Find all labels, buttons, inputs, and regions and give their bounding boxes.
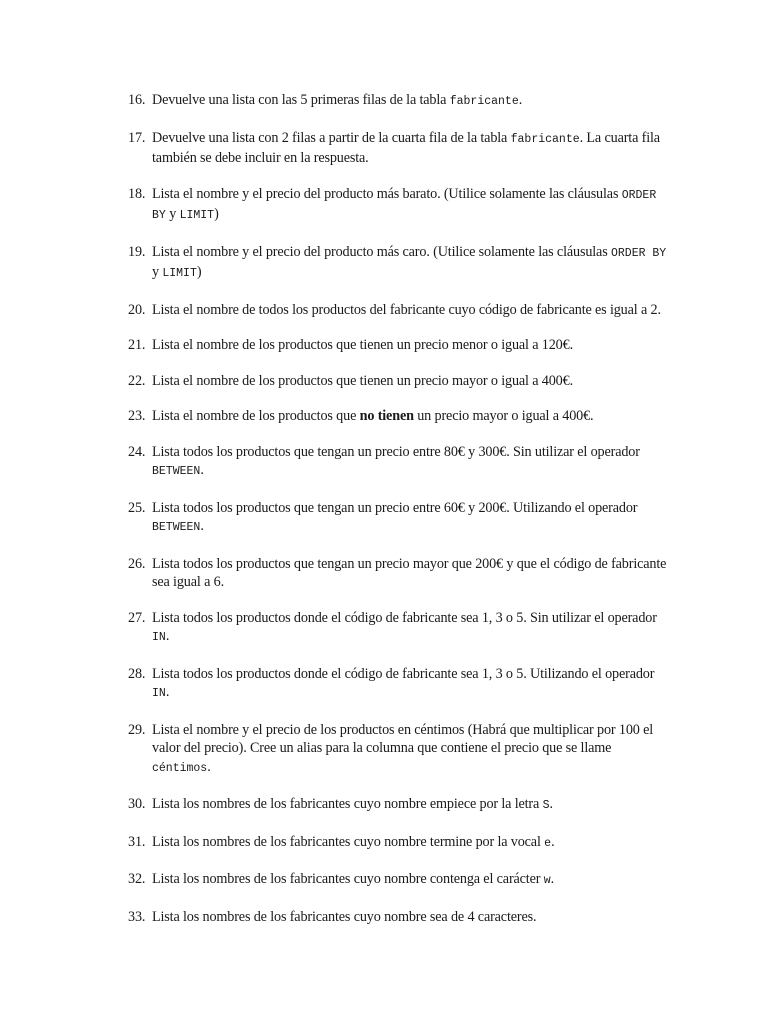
exercise-text xyxy=(152,871,554,887)
text-segment: Lista el nombre y el precio del producto más caro. (Utilice solamente las cláusulas xyxy=(152,243,611,260)
exercise-text xyxy=(152,244,666,281)
exercise-number: 28. xyxy=(128,665,146,682)
text-segment: Lista todos los productos donde el código de fabricante sea 1, 3 o 5. Sin utilizar el operador xyxy=(152,609,657,626)
code-term: w xyxy=(543,874,551,887)
text-segment: Lista el nombre de los productos que tienen un precio mayor o igual a 400€. xyxy=(152,372,573,389)
text-segment: Devuelve una lista con 2 filas a partir de la cuarta fila de la tabla xyxy=(152,129,511,146)
exercise-item xyxy=(128,91,668,112)
code-term: BETWEEN xyxy=(152,465,201,478)
exercise-number: 19. xyxy=(128,243,146,260)
exercise-number: 21. xyxy=(128,337,146,353)
exercise-item xyxy=(128,336,668,355)
exercise-text xyxy=(152,556,666,591)
text-segment: . xyxy=(200,518,204,534)
exercise-item xyxy=(128,609,668,648)
exercise-text xyxy=(152,610,657,645)
code-term: fabricante xyxy=(510,132,580,146)
text-segment: . xyxy=(550,871,555,887)
exercise-text xyxy=(152,834,554,850)
exercise-number: 33. xyxy=(128,908,146,925)
exercise-item xyxy=(128,301,668,320)
code-term: BETWEEN xyxy=(152,521,201,534)
exercise-number: 24. xyxy=(128,443,146,460)
exercise-item xyxy=(128,443,668,482)
exercise-text xyxy=(152,909,536,925)
exercise-number: 31. xyxy=(128,833,146,850)
code-term: ORDER BY xyxy=(610,246,667,260)
text-segment: Devuelve una lista con las 5 primeras filas de la tabla xyxy=(152,92,450,108)
text-segment: . xyxy=(518,92,523,108)
exercise-item xyxy=(128,555,668,592)
exercise-item xyxy=(128,243,668,284)
code-term: céntimos xyxy=(152,761,208,775)
text-segment: ) xyxy=(196,264,202,280)
exercise-item xyxy=(128,499,668,538)
code-term: IN xyxy=(152,687,166,700)
exercise-item xyxy=(128,721,668,779)
text-segment: Lista los nombres de los fabricantes cuyo nombre sea de 4 caracteres. xyxy=(152,908,537,925)
exercise-number: 16. xyxy=(128,92,146,108)
text-segment: . xyxy=(200,462,204,478)
text-segment: . xyxy=(549,796,553,812)
exercise-number: 27. xyxy=(128,609,146,626)
exercise-number: 25. xyxy=(128,499,146,516)
exercise-number: 18. xyxy=(128,185,146,202)
exercise-item xyxy=(128,833,668,854)
exercise-number: 20. xyxy=(128,301,146,318)
text-segment: . xyxy=(165,684,170,700)
code-term: S xyxy=(542,799,550,812)
code-term: e xyxy=(544,836,552,850)
text-segment: Lista todos los productos que tengan un precio mayor que 200€ y que el código de fabricante sea igual a 6. xyxy=(152,555,667,590)
text-segment: . xyxy=(551,833,555,850)
text-segment: y xyxy=(152,264,163,280)
text-segment: Lista los nombres de los fabricantes cuyo nombre empiece por la letra xyxy=(152,796,543,812)
exercise-text xyxy=(152,408,593,424)
exercise-item xyxy=(128,372,668,391)
exercise-text xyxy=(152,722,653,775)
text-segment: Lista el nombre y el precio del producto más barato. (Utilice solamente las cláusulas xyxy=(152,185,622,202)
exercise-text xyxy=(152,337,573,353)
text-segment: Lista todos los productos que tengan un precio entre 80€ y 300€. Sin utilizar el operador xyxy=(152,443,640,460)
exercise-number: 23. xyxy=(128,408,146,424)
text-segment: . La cuarta fila también se debe incluir en la respuesta. xyxy=(152,129,660,166)
text-segment: . xyxy=(165,628,170,644)
exercise-item xyxy=(128,908,668,927)
exercise-text xyxy=(152,373,573,389)
code-term: LIMIT xyxy=(162,267,197,280)
exercise-number: 29. xyxy=(128,721,146,738)
exercise-text xyxy=(152,92,522,108)
emphasis-text: no tienen xyxy=(359,408,414,424)
exercise-number: 30. xyxy=(128,796,146,812)
exercise-item xyxy=(128,129,668,168)
text-segment: Lista todos los productos que tengan un precio entre 60€ y 200€. Utilizando el operador xyxy=(152,499,638,516)
exercise-text xyxy=(152,302,661,318)
code-term: LIMIT xyxy=(179,209,215,222)
exercise-item xyxy=(128,870,668,891)
exercise-number: 17. xyxy=(128,129,146,146)
exercise-text xyxy=(152,666,654,701)
exercise-text xyxy=(152,444,640,479)
exercise-number: 26. xyxy=(128,555,146,572)
exercise-item xyxy=(128,185,668,226)
text-segment: Lista el nombre y el precio de los productos en céntimos (Habrá que multiplicar por 100 el valor del precio). Cree un alias para la columna que contiene el precio que se llame xyxy=(152,721,654,756)
exercise-text xyxy=(152,186,656,223)
exercise-item xyxy=(128,795,668,816)
code-term: IN xyxy=(152,631,166,644)
text-segment: Lista todos los productos donde el código de fabricante sea 1, 3 o 5. Utilizando el operador xyxy=(152,665,655,682)
text-segment: Lista el nombre de los productos que tienen un precio menor o igual a 120€. xyxy=(152,337,573,353)
text-segment: . xyxy=(207,758,211,775)
text-segment: Lista los nombres de los fabricantes cuyo nombre termine por la vocal xyxy=(152,833,545,850)
text-segment: y xyxy=(165,206,180,222)
exercise-number: 32. xyxy=(128,871,146,887)
exercise-item xyxy=(128,407,668,426)
text-segment: Lista los nombres de los fabricantes cuyo nombre contenga el carácter xyxy=(152,871,544,887)
text-segment: Lista el nombre de todos los productos del fabricante cuyo código de fabricante es igual a 2. xyxy=(152,301,661,318)
code-term: fabricante xyxy=(449,95,519,108)
code-term: ORDER BY xyxy=(152,188,657,222)
exercise-item xyxy=(128,665,668,704)
exercise-text xyxy=(152,500,637,535)
exercise-text xyxy=(152,130,660,167)
exercise-list xyxy=(128,91,668,943)
exercise-text xyxy=(152,796,553,812)
text-segment: Lista el nombre de los productos que xyxy=(152,408,360,424)
exercise-number: 22. xyxy=(128,372,146,389)
text-segment: ) xyxy=(214,206,219,222)
text-segment: un precio mayor o igual a 400€. xyxy=(413,408,594,424)
